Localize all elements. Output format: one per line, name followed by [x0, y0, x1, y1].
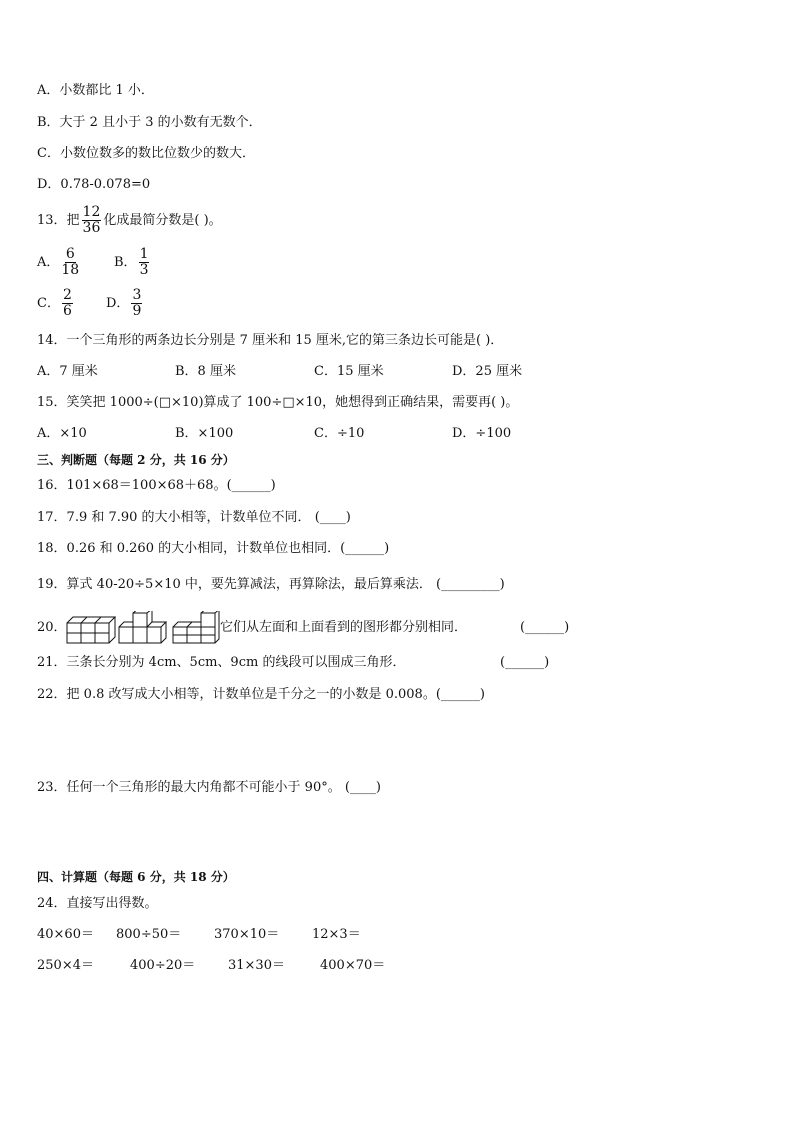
- calc-item: 31×30＝: [228, 958, 285, 973]
- q12-option-a: A．小数都比 1 小．: [37, 83, 154, 98]
- q13-option-c-numerator: 2: [62, 287, 72, 303]
- cube-figures: [66, 611, 220, 645]
- calc-item: 12×3＝: [312, 927, 361, 942]
- q14-option-b: B．8 厘米: [175, 364, 236, 379]
- q13-option-c-fraction: [62, 288, 73, 319]
- cube-figure-2: [119, 611, 166, 643]
- q13-option-a-fraction: [61, 247, 79, 278]
- q13-option-d-fraction: [131, 288, 142, 319]
- calc-item: 370×10＝: [214, 927, 280, 942]
- q13-option-a-numerator: 6: [65, 246, 75, 262]
- calc-item: 250×4＝: [37, 958, 94, 973]
- section-4-heading: 四、计算题（每题 6 分，共 18 分）: [37, 870, 235, 884]
- q12-option-d: D．0.78-0.078=0: [37, 177, 151, 192]
- q13-option-a: [37, 246, 81, 280]
- cube-stacks-figure: [66, 611, 220, 645]
- q13-option-a-denominator: 18: [61, 262, 80, 278]
- q13-fraction-numerator: 12: [82, 204, 101, 220]
- q22: 22．把 0.8 改写成大小相等，计数单位是千分之一的小数是 0.008。(______): [37, 687, 485, 702]
- q20-text: 它们从左面和上面看到的图形都分别相同．: [220, 620, 468, 635]
- q15-stem: 15．笑笑把 1000÷(□×10)算成了 100÷□×10，她想得到正确结果，需要再( )。: [37, 395, 519, 410]
- q14-option-c: C．15 厘米: [314, 364, 384, 379]
- q13-fraction-denominator: 36: [82, 220, 101, 236]
- calc-item: 400÷20＝: [130, 958, 196, 973]
- q15-option-d: D．÷100: [452, 426, 512, 441]
- q13-suffix: 化成最简分数是( )。: [103, 213, 222, 228]
- q13-option-a-label: A．: [37, 255, 60, 270]
- q17: 17．7.9 和 7.90 的大小相等，计数单位不同． (____): [37, 510, 351, 525]
- q13-stem: [37, 204, 222, 238]
- q14-option-d: D．25 厘米: [452, 364, 523, 379]
- q21-text: 21．三条长分别为 4cm、5cm、9cm 的线段可以围成三角形．: [37, 655, 406, 670]
- q12-option-b: B．大于 2 且小于 3 的小数有无数个．: [37, 115, 262, 130]
- q13-option-d-denominator: 9: [132, 303, 142, 319]
- q16: 16．101×68＝100×68＋68。(______): [37, 478, 276, 493]
- cube-figure-1: [67, 617, 115, 643]
- q14-option-a: A．7 厘米: [37, 364, 98, 379]
- q23: 23．任何一个三角形的最大内角都不可能小于 90°。 (____): [37, 780, 381, 795]
- section-3-heading: 三、判断题（每题 2 分，共 16 分）: [37, 453, 235, 467]
- q13-option-b-numerator: 1: [139, 246, 149, 262]
- q19: 19．算式 40-20÷5×10 中，要先算减法，再算除法，最后算乘法． (_________): [37, 577, 505, 592]
- cube-figure-3: [173, 611, 220, 643]
- q13-option-d-numerator: 3: [132, 287, 142, 303]
- q15-option-c: C．÷10: [314, 426, 365, 441]
- calc-item: 40×60＝: [37, 927, 94, 942]
- q13-option-b-fraction: [139, 247, 150, 278]
- calc-item: 800÷50＝: [116, 927, 182, 942]
- q13-prefix: 13．把: [37, 213, 80, 228]
- q13-option-d-label: D．: [106, 296, 130, 311]
- q13-option-b-label: B．: [114, 255, 137, 270]
- q18: 18．0.26 和 0.260 的大小相同，计数单位也相同．(______): [37, 541, 390, 556]
- q13-option-c: [37, 287, 75, 321]
- q13-option-c-label: C．: [37, 296, 60, 311]
- q13-option-c-denominator: 6: [62, 303, 72, 319]
- q13-fraction: [82, 205, 102, 236]
- q13-option-b-denominator: 3: [139, 262, 149, 278]
- q24-stem: 24．直接写出得数。: [37, 896, 158, 911]
- q12-option-c: C．小数位数多的数比位数少的数大．: [37, 146, 255, 161]
- q13-option-b: [114, 246, 151, 280]
- q15-option-a: A．×10: [37, 426, 87, 441]
- q14-stem: 14．一个三角形的两条边长分别是 7 厘米和 15 厘米,它的第三条边长可能是( )．: [37, 333, 504, 348]
- q20-number: 20．: [37, 620, 67, 635]
- q21-answer-blank: (______): [500, 655, 550, 670]
- q20-answer-blank: (______): [520, 620, 570, 635]
- calc-item: 400×70＝: [320, 958, 386, 973]
- q13-option-d: [106, 287, 144, 321]
- q15-option-b: B．×100: [175, 426, 234, 441]
